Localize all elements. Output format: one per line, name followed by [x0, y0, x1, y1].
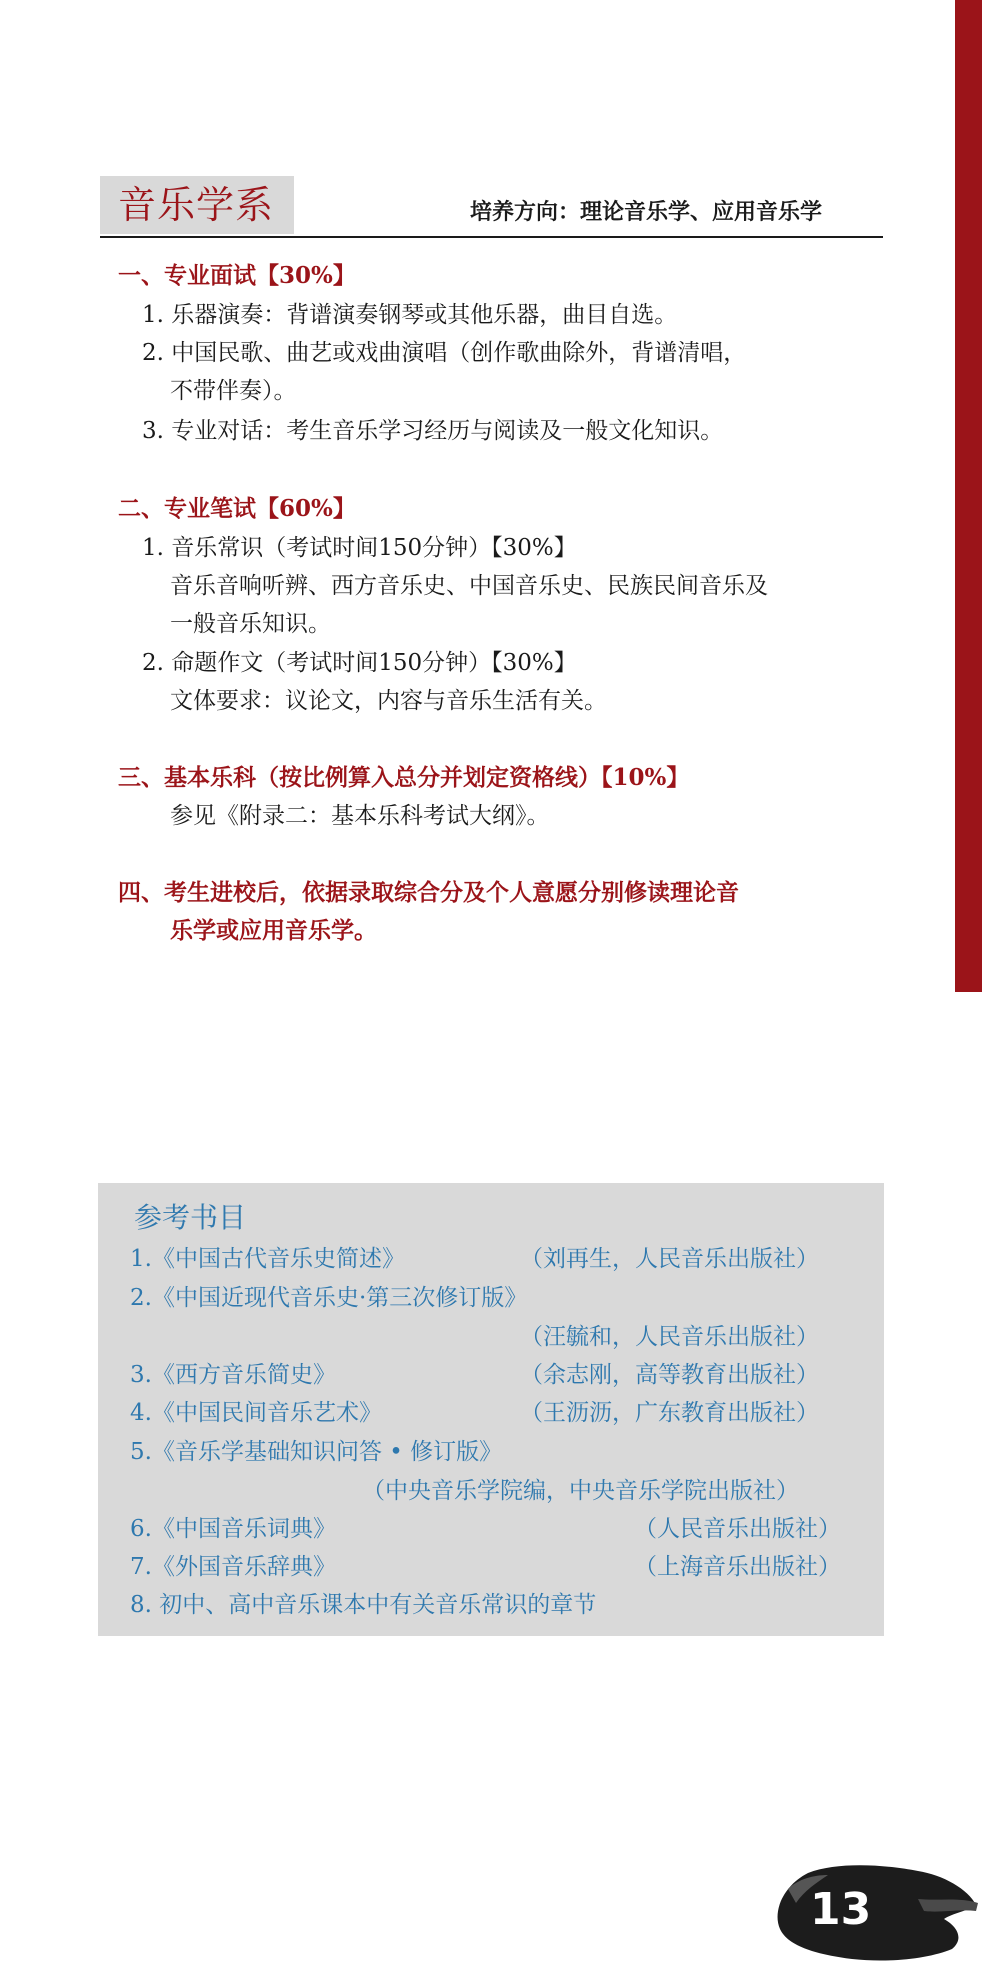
reference-item-7-source: （上海音乐出版社）	[634, 1554, 841, 1580]
reference-item-1-book: 1.《中国古代音乐史简述》	[130, 1246, 405, 1272]
reference-item-3-source: （余志刚，高等教育出版社）	[520, 1362, 819, 1388]
header-divider	[100, 236, 883, 238]
reference-item-2-source: （汪毓和，人民音乐出版社）	[520, 1324, 819, 1350]
written-item-1-desc: 音乐音响听辨、西方音乐史、中国音乐史、民族民间音乐及	[170, 573, 768, 599]
training-direction: 培养方向：理论音乐学、应用音乐学	[470, 199, 823, 225]
reference-item-8-book: 8. 初中、高中音乐课本中有关音乐常识的章节	[130, 1592, 597, 1618]
section-heading-enrollment: 四、考生进校后，依据录取综合分及个人意愿分别修读理论音	[118, 879, 739, 906]
reference-item-3-book: 3.《西方音乐简史》	[130, 1362, 336, 1388]
reference-item-4-source: （王沥沥，广东教育出版社）	[520, 1400, 819, 1426]
reference-item-1-source: （刘再生，人民音乐出版社）	[520, 1246, 819, 1272]
interview-item-2-cont: 不带伴奏）。	[170, 378, 297, 404]
written-item-2: 2. 命题作文（考试时间150分钟）【30%】	[142, 650, 577, 676]
reference-item-5-book: 5.《音乐学基础知识问答 • 修订版》	[130, 1439, 503, 1465]
references-title: 参考书目	[134, 1201, 247, 1234]
reference-item-5-source: （中央音乐学院编，中央音乐学院出版社）	[362, 1478, 799, 1504]
department-title: 音乐学系	[118, 183, 275, 227]
reference-item-6-source: （人民音乐出版社）	[634, 1516, 841, 1542]
section-heading-written: 二、专业笔试【60%】	[118, 495, 356, 522]
section-heading-enrollment-cont: 乐学或应用音乐学。	[170, 917, 377, 944]
page-number: 13	[810, 1884, 872, 1935]
reference-item-2-book: 2.《中国近现代音乐史·第三次修订版》	[130, 1285, 528, 1311]
written-item-1: 1. 音乐常识（考试时间150分钟）【30%】	[142, 535, 577, 561]
written-item-1-desc-cont: 一般音乐知识。	[170, 611, 331, 637]
section-heading-interview: 一、专业面试【30%】	[118, 262, 356, 289]
interview-item-1: 1. 乐器演奏：背谱演奏钢琴或其他乐器，曲目自选。	[142, 302, 678, 328]
reference-item-6-book: 6.《中国音乐词典》	[130, 1516, 336, 1542]
ink-brush-blot	[768, 1859, 978, 1963]
interview-item-2: 2. 中国民歌、曲艺或戏曲演唱（创作歌曲除外，背谱清唱，	[142, 340, 747, 366]
written-item-2-desc: 文体要求：议论文，内容与音乐生活有关。	[170, 688, 607, 714]
reference-item-4-book: 4.《中国民间音乐艺术》	[130, 1400, 382, 1426]
side-accent-bar	[955, 0, 982, 992]
basic-music-reference: 参见《附录二：基本乐科考试大纲》。	[170, 803, 550, 829]
reference-item-7-book: 7.《外国音乐辞典》	[130, 1554, 336, 1580]
interview-item-3: 3. 专业对话：考生音乐学习经历与阅读及一般文化知识。	[142, 418, 724, 444]
section-heading-basic-music: 三、基本乐科（按比例算入总分并划定资格线）【10%】	[118, 764, 690, 791]
